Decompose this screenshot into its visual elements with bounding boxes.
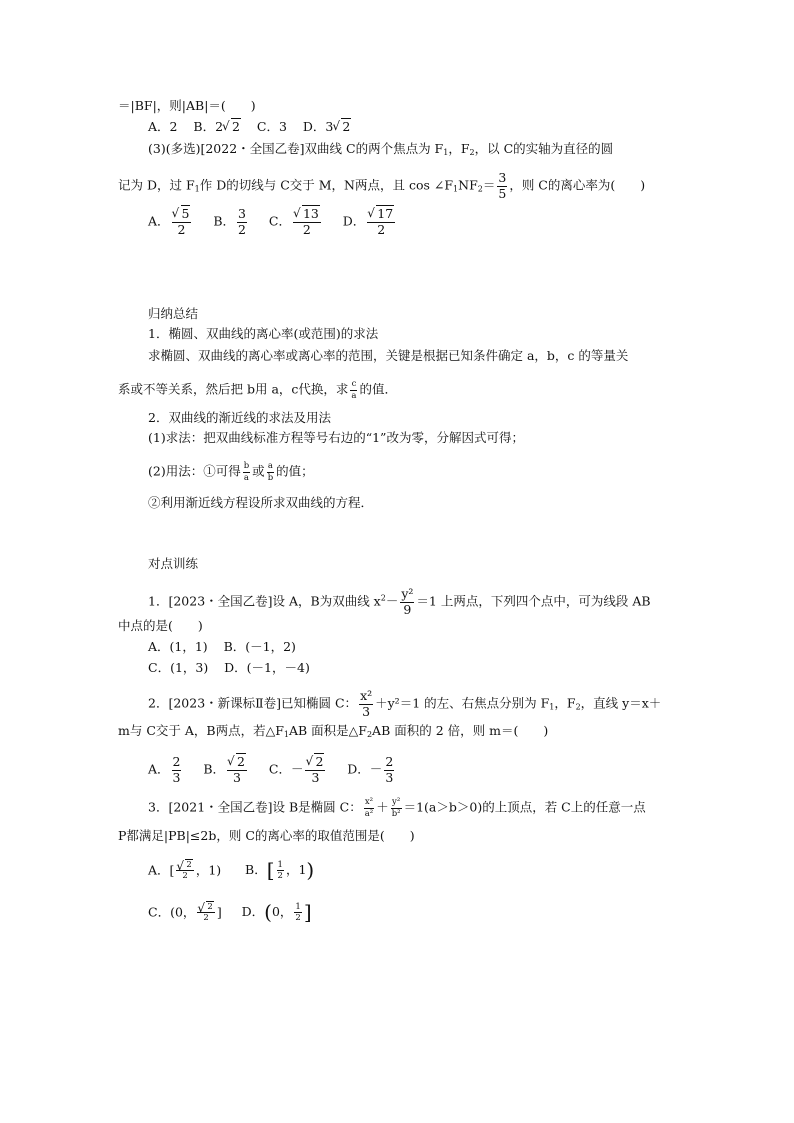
p2-line2: m与 C交于 A，B两点，若$\triangle F_1AB$ 面积是$\triangle F_2AB$ 面积的 2 倍，则 m＝( ) [118, 723, 549, 739]
prev-question-line: ＝|BF|，则|AB|＝( ) [118, 98, 256, 113]
summary-item1-title: 1．椭圆、双曲线的离心率(或范围)的求法 [148, 326, 379, 341]
option-a: A． √ $\frac{5}{2}$ [148, 208, 193, 236]
p3-line2: P都满足|PB|≤2b，则 C的离心率的取值范围是( ) [118, 828, 415, 843]
fraction-y2-b2: $\frac{\text{y²}}{\text{b²}}$ [391, 797, 401, 819]
fraction-x2-3: $\frac{\text{x²}}{3}$ [360, 688, 373, 719]
option-c: C．(1，3) [148, 660, 209, 675]
p3-line1: 3．[2021・全国乙卷]设 B是椭圆 C： $\frac{\text{x²}}{\text{a²}}$ ＋ $\frac{\text{y²}}{\text{b²}}$ ＝1(a＞b＞0)的上顶点，若 C上的任意一点 [148, 797, 646, 819]
option-c: C．3 [256, 119, 287, 134]
fraction-3-5: $\frac{3}{5}$ [498, 170, 507, 201]
p2-options [148, 756, 396, 784]
summary-item2-line2: (2)用法：①可得 $\frac{b}{a}$ 或 $\frac{a}{b}$ 的值； [148, 461, 314, 483]
option-c: C． √ $\frac{13}{2}$ [269, 208, 323, 236]
option-a: A．2 [148, 119, 178, 134]
p1-line1: 1．[2023・全国乙卷]设 A，B为双曲线 $x^2-$ $\frac{\text{y²}}{9}$ ＝1 上两点，下列四个点中，可为线段 AB [148, 586, 651, 617]
summary-item2-line1: (1)求法：把双曲线标准方程等号右边的“1”改为零，分解因式可得； [148, 430, 524, 445]
prev-question-options [148, 119, 351, 135]
p2-line1: 2．[2023・新课标Ⅱ卷]已知椭圆 C： $\frac{\text{x²}}{3}$ ＋y²＝1 的左、右焦点分别为 $F_1$，$F_2$，直线 y＝x＋ [148, 688, 662, 719]
fraction-x2-a2: $\frac{\text{x²}}{\text{a²}}$ [364, 797, 374, 819]
q3-options [148, 208, 397, 236]
summary-item1-line2: 系或不等关系，然后把 b用 a，c代换，求 $\frac{c}{a}$ 的值． [118, 379, 397, 401]
option-b: B．2 [193, 119, 224, 134]
option-b: B． $\frac{3}{2}$ [213, 206, 246, 237]
q3-line2: 记为 D，过 $F_1$作 D的切线与 C交于 M，N两点，且 $\cos \angle F_1NF_2=$ $\frac{3}{5}$ ，则 C的离心率为( ) [118, 170, 646, 201]
p3-options-row1 [148, 860, 314, 881]
option-a: A． $\frac{2}{3}$ [148, 754, 181, 785]
sqrt-symbol: √ 2 [333, 119, 351, 135]
sqrt-symbol: √ 2 [223, 119, 241, 135]
summary-item2-line3: ②利用渐近线方程设所求双曲线的方程． [148, 495, 374, 510]
p1-line2: 中点的是( ) [118, 618, 203, 633]
fraction-a-b: $\frac{a}{b}$ [267, 461, 274, 483]
summary-heading: 归纳总结 [148, 306, 199, 321]
option-d: D．(－1，－4) [224, 660, 310, 675]
option-d: D．－ $\frac{2}{3}$ [347, 754, 394, 785]
summary-item1-line1: 求椭圆、双曲线的离心率或离心率的范围，关键是根据已知条件确定 a，b，c 的等量关 [148, 348, 629, 363]
p3-options-row2 [148, 902, 312, 923]
option-d: D．3 [302, 119, 334, 134]
q3-line1: (3)(多选)[2022・全国乙卷]双曲线 C的两个焦点为 $F_1$，$F_2$，以 C的实轴为直径的圆 [148, 141, 614, 157]
practice-heading: 对点训练 [148, 556, 199, 571]
option-a: A．(1，1) [148, 639, 208, 654]
option-d: D． √ $\frac{17}{2}$ [343, 208, 397, 236]
option-d: D．(0， $\frac{1}{2}$ ] [241, 900, 312, 924]
p1-options-row2 [148, 660, 310, 676]
fraction-b-a: $\frac{b}{a}$ [243, 461, 250, 483]
fraction-c-a: $\frac{c}{a}$ [351, 379, 357, 401]
summary-item2-title: 2．双曲线的渐近线的求法及用法 [148, 410, 331, 425]
option-b: B．(－1，2) [223, 639, 296, 654]
option-c: C．－ √ $\frac{2}{3}$ [269, 756, 328, 784]
option-c: C．(0， √ $\frac{2}{2}$ ] [148, 903, 222, 923]
option-b: B． √ $\frac{2}{3}$ [203, 756, 249, 784]
option-b: B．[ $\frac{1}{2}$ ，1) [245, 858, 315, 882]
p1-options-row1 [148, 639, 296, 655]
fraction-y2-9: $\frac{\text{y²}}{9}$ [401, 586, 414, 617]
option-a: A．[ √ $\frac{2}{2}$ ，1) [148, 861, 221, 881]
